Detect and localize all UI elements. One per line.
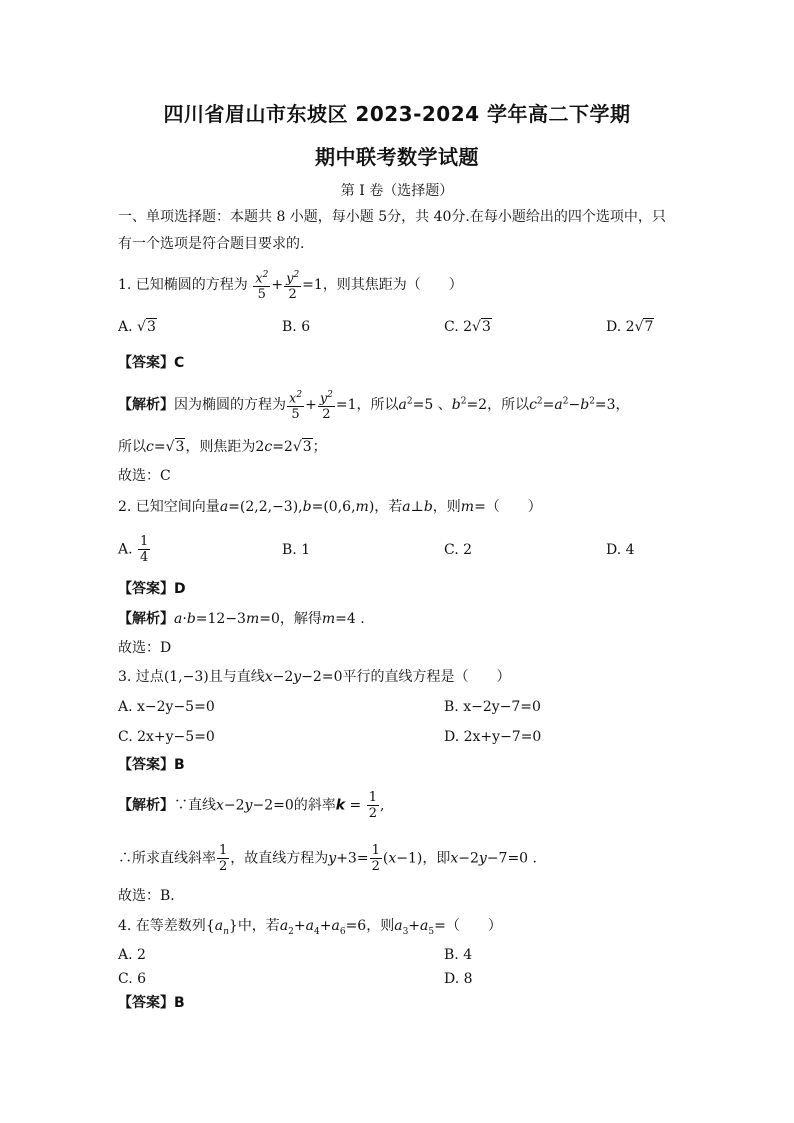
q1-option-a (118, 318, 157, 336)
q3-answer: 【答案】B (118, 757, 185, 773)
question-1-stem: 1. 已知椭圆的方程为 $\frac{x^2}{5}$ + $\frac{y^2}{2}$ =1，则其焦距为（ ） (118, 270, 463, 303)
analysis-text: ，则焦距为 (185, 439, 256, 455)
q3-option-a: A. x−2y−5=0 (118, 699, 215, 715)
q2-stem-text: （ ） (485, 499, 542, 515)
section-heading: 一、单项选择题：本题共 8 小题，每小题 5分，共 40分.在每小题给出的四个选项中，只 (118, 209, 666, 225)
option-label: D. (606, 319, 626, 335)
q3-analysis: 【解析】∵直线x−2y−2=0的斜率k = $\frac{1}{2}$ , (118, 790, 385, 821)
fraction: $\frac{1}{2}$ (219, 843, 228, 874)
q3-stem-text: 且与直线 (208, 669, 265, 685)
q2-stem-text: ，则 (432, 499, 461, 515)
sqrt-expression: √7 (634, 319, 654, 335)
q1-answer: 【答案】C (118, 355, 185, 371)
q2-option-d: D. 4 (606, 542, 635, 558)
q1-option-c: C. 2√3 (444, 319, 491, 335)
fraction: $\frac{1}{2}$ (368, 790, 377, 821)
q4-answer: 【答案】B (118, 995, 185, 1011)
q3-option-d: D. 2x+y−7=0 (444, 729, 542, 745)
sqrt-expression: √3 (165, 439, 185, 455)
sqrt-expression: √3 (137, 319, 156, 335)
analysis-text: 的斜率 (293, 797, 336, 814)
q4-stem-text: ，则 (366, 918, 395, 934)
q2-option-b: B. 1 (282, 542, 311, 558)
q4-option-b: B. 4 (444, 947, 473, 963)
analysis-text: ，所以 (356, 397, 399, 414)
q3-analysis-cont: ∴所求直线斜率 $\frac{1}{2}$ ，故直线方程为y+3= $\frac{1}{2}$ (x−1)，即x−2y−7=0 . (118, 843, 537, 874)
analysis-text: ∴所求直线斜率 (118, 850, 216, 867)
q3-stem-text: 平行的直线方程是（ ） (342, 669, 511, 685)
option-label: A. (118, 319, 138, 335)
q2-analysis: 【解析】a·b=12−3m=0，解得m=4 . (118, 611, 365, 627)
q3-option-b: B. x−2y−7=0 (444, 699, 541, 715)
fraction: $\frac{y^2}{2}$ (319, 390, 333, 423)
q1-analysis-cont: 所以c=√3，则焦距为2c=2√3； (118, 439, 327, 455)
q4-option-a: A. 2 (118, 947, 146, 963)
q2-stem-text: ，若 (374, 499, 403, 515)
page-title: 四川省眉山市东坡区 2023-2024 学年高二下学期 (163, 102, 631, 126)
option-label: A. (118, 541, 138, 558)
q3-option-c: C. 2x+y−5=0 (118, 729, 215, 745)
question-2-stem: 2. 已知空间向量a=(2,2,−3),b=(0,6,m)，若a⊥b，则m=（ ） (118, 499, 542, 515)
sqrt-expression: √3 (292, 439, 312, 455)
q3-stem-text: 3. 过点 (118, 669, 164, 685)
section-heading-cont: 有一个选项是符合题目要求的. (118, 236, 305, 252)
q2-conclusion: 故选：D (118, 640, 172, 656)
volume-label: 第 I 卷（选择题） (340, 183, 454, 199)
analysis-label: 【解析】 (118, 797, 174, 814)
q4-stem-text: 4. 在等差数列 (118, 918, 206, 934)
q4-stem-text: （ ） (445, 918, 502, 934)
q4-stem-text: 中，若 (237, 918, 280, 934)
analysis-label: 【解析】 (118, 397, 174, 414)
fraction: $\frac{1}{2}$ (371, 843, 380, 874)
analysis-text: ，故直线方程为 (230, 850, 329, 867)
question-3-stem: 3. 过点(1,−3)且与直线x−2y−2=0平行的直线方程是（ ） (118, 669, 511, 685)
fraction: $\frac{x^2}{5}$ (255, 270, 269, 303)
fraction: $\frac{1}{4}$ (140, 534, 149, 565)
option-label: C. (444, 319, 464, 335)
question-4-stem: 4. 在等差数列$\{a_n\}$中，若$a_2+a_4+a_6=6$，则$a_3+a_5=$（ ） (118, 918, 502, 937)
analysis-text: ，即 (422, 850, 451, 867)
fraction: $\frac{y^2}{2}$ (286, 270, 300, 303)
sqrt-expression: √3 (472, 319, 491, 335)
analysis-text: 所以 (118, 439, 146, 455)
analysis-text: ∵直线 (174, 797, 216, 814)
analysis-label: 【解析】 (118, 611, 174, 627)
q1-stem-text: 1. 已知椭圆的方程为 (118, 277, 248, 294)
q1-option-b: B. 6 (282, 319, 311, 335)
analysis-text: ，解得 (279, 611, 322, 627)
q1-stem-suffix: ，则其焦距为（ ） (322, 277, 463, 294)
q3-conclusion: 故选：B． (118, 888, 185, 904)
q1-conclusion: 故选：C (118, 468, 171, 484)
q2-answer: 【答案】D (118, 581, 186, 597)
q2-option-a (118, 534, 151, 565)
q1-analysis: 【解析】因为椭圆的方程为 $\frac{x^2}{5}$ + $\frac{y^2}{2}$ =1，所以$a^2=5$ 、$b^2=2$，所以$c^2=a^2-b^2=3$， (118, 390, 630, 423)
q2-stem-text: 2. 已知空间向量 (118, 499, 220, 515)
analysis-text: 因为椭圆的方程为 (174, 397, 286, 414)
q4-option-d: D. 8 (444, 971, 473, 987)
q4-option-c: C. 6 (118, 971, 147, 987)
fraction: $\frac{x^2}{5}$ (289, 390, 303, 423)
q1-option-d: D. 2√7 (606, 319, 654, 335)
q2-option-c: C. 2 (444, 542, 473, 558)
page-title-line2: 期中联考数学试题 (315, 145, 479, 169)
